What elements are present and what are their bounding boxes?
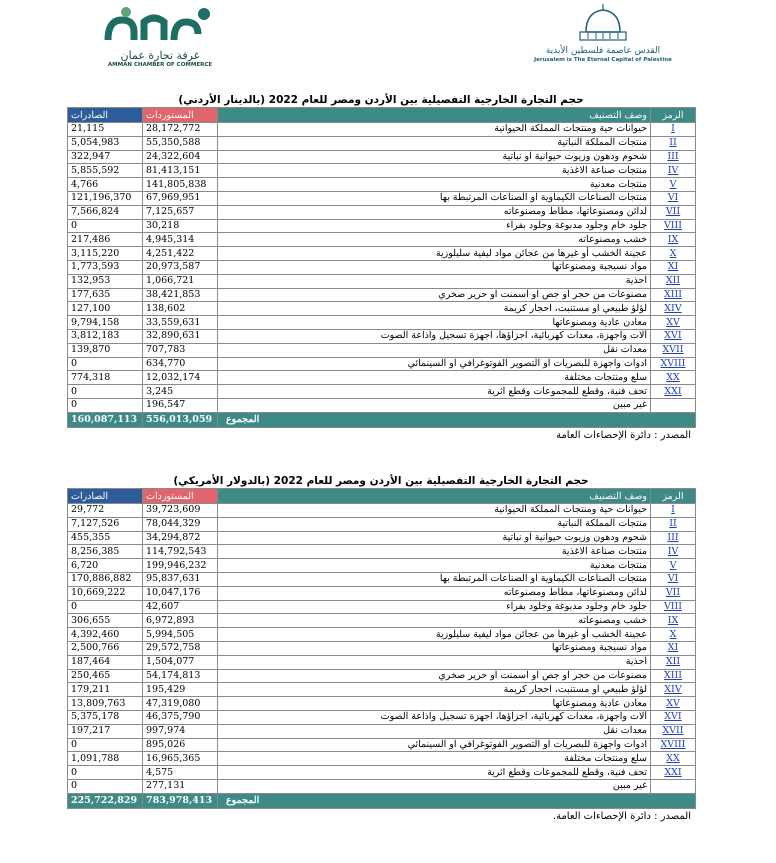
description-cell: معادن عادية ومصنوعاتها xyxy=(218,697,651,711)
code-link[interactable]: XVII xyxy=(651,724,696,738)
code-link[interactable]: IX xyxy=(651,614,696,628)
exports-cell: 0 xyxy=(68,219,143,233)
code-link[interactable]: XVI xyxy=(651,710,696,724)
table-row xyxy=(68,628,696,642)
code-link[interactable]: V xyxy=(651,559,696,573)
description-cell: تحف فنية، وقطع للمجموعات وقطع اثرية xyxy=(218,385,651,399)
code-link[interactable]: XIV xyxy=(651,683,696,697)
imports-cell: 895,026 xyxy=(143,738,218,752)
header-exports: الصادرات xyxy=(68,489,143,504)
description-cell: غير مبين xyxy=(218,779,651,793)
code-link[interactable]: III xyxy=(651,531,696,545)
table-row xyxy=(68,779,696,793)
exports-cell: 8,256,385 xyxy=(68,545,143,559)
table-row xyxy=(68,738,696,752)
table-row xyxy=(68,247,696,261)
imports-cell: 4,251,422 xyxy=(143,247,218,261)
table-row xyxy=(68,178,696,192)
imports-cell: 16,965,365 xyxy=(143,752,218,766)
description-cell: منتجات معدنية xyxy=(218,559,651,573)
exports-cell: 0 xyxy=(68,357,143,371)
total-row xyxy=(68,412,696,427)
code-link[interactable]: XI xyxy=(651,260,696,274)
imports-cell: 4,575 xyxy=(143,766,218,780)
exports-cell: 5,855,592 xyxy=(68,164,143,178)
code-link[interactable]: XXI xyxy=(651,385,696,399)
description-cell: سلع ومنتجات مختلفة xyxy=(218,752,651,766)
imports-cell: 277,131 xyxy=(143,779,218,793)
exports-cell: 1,773,593 xyxy=(68,260,143,274)
table-row xyxy=(68,531,696,545)
table-jod-title: حجم التجارة الخارجية التفصيلية بين الأردن ومصر للعام 2022 (بالدينار الأردني) xyxy=(178,94,584,106)
exports-cell: 170,886,882 xyxy=(68,572,143,586)
description-cell: تحف فنية، وقطع للمجموعات وقطع اثرية xyxy=(218,766,651,780)
description-cell: آلات واجهزة، معدات كهربائية، اجزاؤها، اجهزة تسجيل واذاعة الصوت xyxy=(218,710,651,724)
code-link[interactable]: I xyxy=(651,504,696,518)
exports-cell: 127,100 xyxy=(68,302,143,316)
table-usd-source: المصدر : دائرة الإحصاءات العامة. xyxy=(552,810,691,822)
imports-cell: 81,413,151 xyxy=(143,164,218,178)
description-cell: معادن عادية ومصنوعاتها xyxy=(218,316,651,330)
imports-cell: 33,559,631 xyxy=(143,316,218,330)
exports-cell: 0 xyxy=(68,385,143,399)
description-cell: منتجات الصناعات الكيماوية او الصناعات المرتبطة بها xyxy=(218,572,651,586)
code-link[interactable]: VI xyxy=(651,191,696,205)
description-cell: لؤلؤ طبيعي او مستنبت، احجار كريمة xyxy=(218,683,651,697)
description-cell: مواد نسيجية ومصنوعاتها xyxy=(218,260,651,274)
imports-cell: 196,547 xyxy=(143,398,218,412)
table-jod xyxy=(67,107,696,428)
header-imports: المستوردات xyxy=(143,108,218,123)
table-row xyxy=(68,766,696,780)
exports-cell: 7,127,526 xyxy=(68,517,143,531)
code-link[interactable]: XXI xyxy=(651,766,696,780)
table-usd-title: حجم التجارة الخارجية التفصيلية بين الأردن ومصر للعام 2022 (بالدولار الأمريكي) xyxy=(173,475,589,487)
code-link[interactable]: I xyxy=(651,123,696,137)
exports-cell: 121,196,370 xyxy=(68,191,143,205)
imports-cell: 24,322,604 xyxy=(143,150,218,164)
imports-cell: 47,319,080 xyxy=(143,697,218,711)
header-code: الرمز xyxy=(651,489,696,504)
table-row xyxy=(68,398,696,412)
table-row xyxy=(68,697,696,711)
description-cell: ادوات واجهزة للبصريات او التصوير الفوتوغرافي او السينمائي xyxy=(218,357,651,371)
code-link[interactable]: XII xyxy=(651,655,696,669)
description-cell: جلود خام وجلود مدبوغة وجلود بفراء xyxy=(218,219,651,233)
code-link[interactable]: XI xyxy=(651,641,696,655)
description-cell: حيوانات حية ومنتجات المملكة الحيوانية xyxy=(218,123,651,137)
header-imports: المستوردات xyxy=(143,489,218,504)
logo-arabic-name: غرفة تجارة عمان xyxy=(120,49,200,62)
imports-cell: 55,350,588 xyxy=(143,136,218,150)
imports-cell: 4,945,314 xyxy=(143,233,218,247)
table-row xyxy=(68,150,696,164)
imports-cell: 3,245 xyxy=(143,385,218,399)
table-usd-section xyxy=(67,474,695,822)
table-row xyxy=(68,136,696,150)
table-row xyxy=(68,316,696,330)
exports-cell: 306,655 xyxy=(68,614,143,628)
exports-cell: 0 xyxy=(68,738,143,752)
exports-cell: 10,669,222 xyxy=(68,586,143,600)
imports-cell: 46,375,790 xyxy=(143,710,218,724)
table-row xyxy=(68,724,696,738)
code-link xyxy=(651,398,696,412)
exports-cell: 5,375,178 xyxy=(68,710,143,724)
description-cell: حيوانات حية ومنتجات المملكة الحيوانية xyxy=(218,504,651,518)
description-cell: مصنوعات من حجر او جص او اسمنت او حرير صخري xyxy=(218,669,651,683)
exports-cell: 5,054,983 xyxy=(68,136,143,150)
jerusalem-logo xyxy=(528,2,678,68)
exports-cell: 29,772 xyxy=(68,504,143,518)
code-link[interactable]: V xyxy=(651,178,696,192)
code-link[interactable]: X xyxy=(651,247,696,261)
description-cell: مواد نسيجية ومصنوعاتها xyxy=(218,641,651,655)
description-cell: خشب ومصنوعاته xyxy=(218,233,651,247)
imports-cell: 1,504,077 xyxy=(143,655,218,669)
code-link[interactable]: IV xyxy=(651,545,696,559)
description-cell: عجينة الخشب أو غيرها من عجائن مواد ليفية سليلوزية xyxy=(218,247,651,261)
imports-cell: 28,172,772 xyxy=(143,123,218,137)
table-row xyxy=(68,710,696,724)
exports-cell: 4,392,460 xyxy=(68,628,143,642)
exports-cell: 132,953 xyxy=(68,274,143,288)
exports-cell: 187,464 xyxy=(68,655,143,669)
imports-cell: 141,805,838 xyxy=(143,178,218,192)
header-code: الرمز xyxy=(651,108,696,123)
code-link[interactable]: XVI xyxy=(651,329,696,343)
total-label: المجموع xyxy=(218,793,696,808)
imports-cell: 30,218 xyxy=(143,219,218,233)
imports-cell: 34,294,872 xyxy=(143,531,218,545)
total-imports: 783,978,413 xyxy=(143,793,218,808)
table-row xyxy=(68,752,696,766)
imports-cell: 199,946,232 xyxy=(143,559,218,573)
description-cell: منتجات الصناعات الكيماوية او الصناعات المرتبطة بها xyxy=(218,191,651,205)
description-cell: عجينة الخشب أو غيرها من عجائن مواد ليفية سليلوزية xyxy=(218,628,651,642)
description-cell: شحوم ودهون وزيوت حيوانية او نباتية xyxy=(218,150,651,164)
table-row xyxy=(68,233,696,247)
code-link[interactable]: XX xyxy=(651,371,696,385)
exports-cell: 774,318 xyxy=(68,371,143,385)
description-cell: منتجات المملكة النباتية xyxy=(218,136,651,150)
exports-cell: 21,115 xyxy=(68,123,143,137)
imports-cell: 54,174,813 xyxy=(143,669,218,683)
table-row xyxy=(68,517,696,531)
table-row xyxy=(68,357,696,371)
code-link[interactable]: XVII xyxy=(651,343,696,357)
description-cell: خشب ومصنوعاته xyxy=(218,614,651,628)
code-link[interactable]: IX xyxy=(651,233,696,247)
description-cell: احذية xyxy=(218,655,651,669)
code-link[interactable]: XVIII xyxy=(651,738,696,752)
total-exports: 225,722,829 xyxy=(68,793,143,808)
amman-chamber-logo xyxy=(100,2,220,66)
table-row xyxy=(68,329,696,343)
exports-cell: 250,465 xyxy=(68,669,143,683)
description-cell: جلود خام وجلود مدبوغة وجلود بفراء xyxy=(218,600,651,614)
imports-cell: 114,792,543 xyxy=(143,545,218,559)
total-row xyxy=(68,793,696,808)
logo-english-name: AMMAN CHAMBER OF COMMERCE xyxy=(107,62,213,68)
code-link[interactable]: XV xyxy=(651,697,696,711)
exports-cell: 322,947 xyxy=(68,150,143,164)
code-link[interactable]: XV xyxy=(651,316,696,330)
code-link[interactable]: VII xyxy=(651,586,696,600)
table-row xyxy=(68,586,696,600)
header-description: وصف التصنيف xyxy=(218,489,651,504)
imports-cell: 997,974 xyxy=(143,724,218,738)
imports-cell: 634,770 xyxy=(143,357,218,371)
table-usd xyxy=(67,488,696,809)
table-row xyxy=(68,302,696,316)
description-cell: لدائن ومصنوعاتها، مطاط ومصنوعاته xyxy=(218,586,651,600)
code-link[interactable]: XIV xyxy=(651,302,696,316)
table-row xyxy=(68,343,696,357)
code-link[interactable]: III xyxy=(651,150,696,164)
description-cell: منتجات المملكة النباتية xyxy=(218,517,651,531)
imports-cell: 42,607 xyxy=(143,600,218,614)
exports-cell: 197,217 xyxy=(68,724,143,738)
description-cell: غير مبين xyxy=(218,398,651,412)
table-row xyxy=(68,274,696,288)
description-cell: معدات نقل xyxy=(218,724,651,738)
exports-cell: 0 xyxy=(68,398,143,412)
imports-cell: 29,572,758 xyxy=(143,641,218,655)
table-row xyxy=(68,385,696,399)
imports-cell: 6,972,893 xyxy=(143,614,218,628)
imports-cell: 67,969,951 xyxy=(143,191,218,205)
table-row xyxy=(68,600,696,614)
exports-cell: 0 xyxy=(68,600,143,614)
description-cell: معدات نقل xyxy=(218,343,651,357)
table-row xyxy=(68,572,696,586)
description-cell: ادوات واجهزة للبصريات او التصوير الفوتوغرافي او السينمائي xyxy=(218,738,651,752)
imports-cell: 707,783 xyxy=(143,343,218,357)
table-row xyxy=(68,504,696,518)
exports-cell: 6,720 xyxy=(68,559,143,573)
imports-cell: 138,602 xyxy=(143,302,218,316)
description-cell: آلات واجهزة، معدات كهربائية، اجزاؤها، اجهزة تسجيل واذاعة الصوت xyxy=(218,329,651,343)
table-row xyxy=(68,559,696,573)
code-link[interactable]: II xyxy=(651,517,696,531)
exports-cell: 0 xyxy=(68,766,143,780)
code-link[interactable]: VI xyxy=(651,572,696,586)
total-imports: 556,013,059 xyxy=(143,412,218,427)
table-row xyxy=(68,205,696,219)
imports-cell: 78,044,329 xyxy=(143,517,218,531)
table-row xyxy=(68,288,696,302)
code-link[interactable]: VII xyxy=(651,205,696,219)
imports-cell: 95,837,631 xyxy=(143,572,218,586)
table-jod-section xyxy=(67,93,695,441)
code-link xyxy=(651,779,696,793)
code-link[interactable]: XIII xyxy=(651,288,696,302)
description-cell: منتجات صناعة الاغذية xyxy=(218,545,651,559)
exports-cell: 217,486 xyxy=(68,233,143,247)
description-cell: منتجات معدنية xyxy=(218,178,651,192)
exports-cell: 177,635 xyxy=(68,288,143,302)
table-row xyxy=(68,123,696,137)
code-link[interactable]: VIII xyxy=(651,219,696,233)
description-cell: لؤلؤ طبيعي او مستنبت، احجار كريمة xyxy=(218,302,651,316)
exports-cell: 3,115,220 xyxy=(68,247,143,261)
exports-cell: 455,355 xyxy=(68,531,143,545)
description-cell: سلع ومنتجات مختلفة xyxy=(218,371,651,385)
imports-cell: 38,421,853 xyxy=(143,288,218,302)
exports-cell: 9,794,158 xyxy=(68,316,143,330)
imports-cell: 7,125,657 xyxy=(143,205,218,219)
logo-arabic-slogan: القدس عاصمة فلسطين الأبدية xyxy=(545,46,661,56)
imports-cell: 32,890,631 xyxy=(143,329,218,343)
total-exports: 160,087,113 xyxy=(68,412,143,427)
table-row xyxy=(68,669,696,683)
table-row xyxy=(68,683,696,697)
imports-cell: 10,047,176 xyxy=(143,586,218,600)
description-cell: مصنوعات من حجر او جص او اسمنت او حرير صخري xyxy=(218,288,651,302)
code-link[interactable]: XII xyxy=(651,274,696,288)
logo-english-slogan: Jerusalem is The Eternal Capital of Palestine xyxy=(534,57,672,63)
header-exports: الصادرات xyxy=(68,108,143,123)
table-row xyxy=(68,164,696,178)
code-link[interactable]: IV xyxy=(651,164,696,178)
exports-cell: 179,211 xyxy=(68,683,143,697)
imports-cell: 20,973,587 xyxy=(143,260,218,274)
table-row xyxy=(68,655,696,669)
table-row xyxy=(68,614,696,628)
table-jod-source: المصدر : دائرة الإحصاءات العامة xyxy=(556,429,691,441)
exports-cell: 2,500,766 xyxy=(68,641,143,655)
exports-cell: 4,766 xyxy=(68,178,143,192)
imports-cell: 1,066,721 xyxy=(143,274,218,288)
header-description: وصف التصنيف xyxy=(218,108,651,123)
exports-cell: 139,870 xyxy=(68,343,143,357)
code-link[interactable]: XX xyxy=(651,752,696,766)
table-row xyxy=(68,191,696,205)
code-link[interactable]: II xyxy=(651,136,696,150)
code-link[interactable]: X xyxy=(651,628,696,642)
description-cell: احذية xyxy=(218,274,651,288)
description-cell: لدائن ومصنوعاتها، مطاط ومصنوعاته xyxy=(218,205,651,219)
table-row xyxy=(68,371,696,385)
imports-cell: 195,429 xyxy=(143,683,218,697)
code-link[interactable]: XVIII xyxy=(651,357,696,371)
imports-cell: 5,994,505 xyxy=(143,628,218,642)
exports-cell: 7,566,824 xyxy=(68,205,143,219)
imports-cell: 39,723,609 xyxy=(143,504,218,518)
total-label: المجموع xyxy=(218,412,696,427)
description-cell: شحوم ودهون وزيوت حيوانية او نباتية xyxy=(218,531,651,545)
exports-cell: 3,812,183 xyxy=(68,329,143,343)
code-link[interactable]: XIII xyxy=(651,669,696,683)
imports-cell: 12,032,174 xyxy=(143,371,218,385)
table-row xyxy=(68,545,696,559)
exports-cell: 0 xyxy=(68,779,143,793)
table-row xyxy=(68,641,696,655)
description-cell: منتجات صناعة الاغذية xyxy=(218,164,651,178)
exports-cell: 1,091,788 xyxy=(68,752,143,766)
code-link[interactable]: VIII xyxy=(651,600,696,614)
exports-cell: 13,809,763 xyxy=(68,697,143,711)
table-row xyxy=(68,219,696,233)
table-row xyxy=(68,260,696,274)
